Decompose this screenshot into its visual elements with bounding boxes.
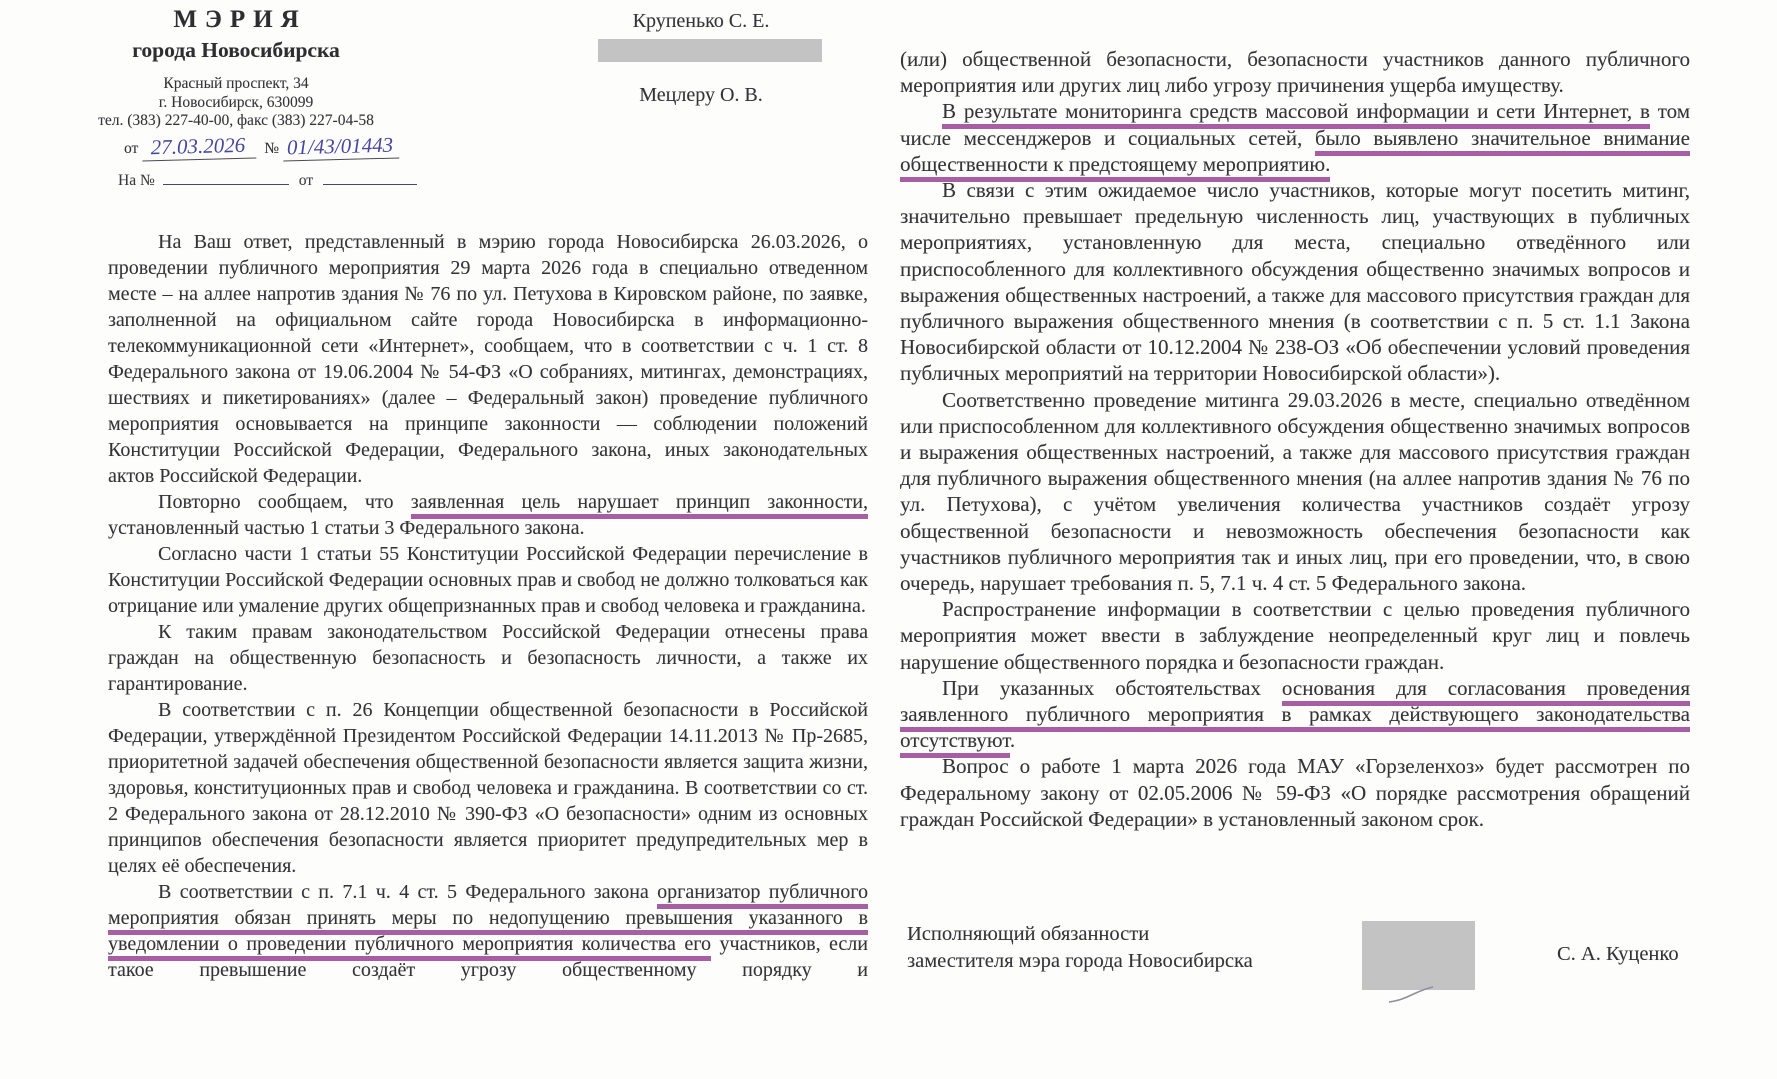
- text-segment: В соответствии с п. 7.1 ч. 4 ст. 5 Федерального закона: [158, 881, 658, 903]
- text-segment: В связи с этим ожидаемое число участников, которые могут посетить митинг, значительно превышает предельную численность лиц, участвующих в публичных мероприятиях, установленную для места, специально отведённого или приспособленного для коллективного обсуждения общественно значимых вопросов и выражения общественных настроений, а также для массового присутствия граждан для публичного выражения общественного мнения (в соответствии с п. 5 ст. 1.1 Закона Новосибирской области от 10.12.2004 № 238-ОЗ «Об обеспечении условий проведения публичных мероприятий на территории Новосибирской области»).: [900, 178, 1690, 386]
- address-line: тел. (383) 227-40-00, факс (383) 227-04-58: [98, 112, 374, 129]
- addressee-name-1: Крупенько С. Е.: [632, 10, 770, 32]
- right-page-body: [900, 46, 1690, 832]
- paragraph: [900, 387, 1690, 597]
- text-segment: .: [1009, 728, 1016, 753]
- text-segment: Повторно сообщаем, что: [158, 491, 411, 513]
- text-segment: Согласно части 1 статьи 55 Конституции Российской Федерации перечисление в Конституции Российской Федерации основных прав и свобод не должно толковаться как отрицание или умаление других общепризнанных прав и свобод человека и гражданина.: [108, 543, 868, 617]
- handwritten-date: 27.03.2026: [142, 133, 257, 162]
- text-segment: На Ваш ответ, представленный в мэрию города Новосибирска 26.03.2026, о проведении публичного мероприятия 29 марта 2026 года в специально отведенном месте – на аллее напротив здания № 76 по ул. Петухова в Кировском районе, по заявке, заполненной на официальном сайте города Новосибирска в информационно-телекоммуникационной сети «Интернет», сообщаем, что в соответствии с ч. 1 ст. 8 Федерального закона от 19.06.2004 № 54-ФЗ «О собраниях, митингах, демонстрациях, шествиях и пикетированиях» (далее – Федеральный закон) проведение публичного мероприятия основывается на принципе законности — соблюдении положений Конституции Российской Федерации, Федерального закона, иных законодательных актов Российской Федерации.: [108, 231, 868, 487]
- text-segment: Вопрос о работе 1 марта 2026 года МАУ «Горзеленхоз» будет рассмотрен по Федеральному закону от 02.05.2006 № 59-ФЗ «О порядке рассмотрения обращений граждан Российской Федерации» в установленный законом срок.: [900, 754, 1690, 831]
- address-line: Красный проспект, 34: [163, 75, 309, 92]
- date-label: от: [124, 140, 139, 157]
- org-name-line2: города Новосибирска: [132, 38, 340, 62]
- text-segment: К таким правам законодательством Российской Федерации отнесены права граждан на общественную безопасность и безопасность личности, а также их гарантирование.: [108, 621, 868, 695]
- address-line: г. Новосибирск, 630099: [158, 93, 314, 111]
- blank-rule: [163, 170, 289, 185]
- signature-name: С. А. Куценко: [1557, 943, 1679, 965]
- letterhead: [90, 6, 382, 131]
- handwritten-number: 01/43/01443: [283, 132, 400, 161]
- signature-title-line1: Исполняющий обязанности: [907, 923, 1150, 945]
- underline-annotation: было выявлено значительное внимание общественности к предстоящему мероприятию.: [900, 126, 1690, 182]
- text-segment: Распространение информации в соответствии с целью проведения публичного мероприятия может ввести в заблуждение неопределенный круг лиц и повлечь нарушение общественного порядка и безопасности граждан.: [900, 597, 1690, 674]
- underline-annotation: основания для согласования проведения заявленного публичного мероприятия в рамках действующего законодательства отсутствуют: [900, 676, 1690, 758]
- ref-from-label: от: [298, 172, 314, 189]
- left-page-body: [108, 229, 868, 983]
- addressee-block: [560, 10, 842, 33]
- text-segment: (или) общественной безопасности, безопасности участников данного публичного мероприятия или других лиц либо угрозу причинения ущерба имуществу.: [900, 47, 1690, 98]
- addressee-block-2: [560, 84, 842, 107]
- text-segment: При указанных обстоятельствах: [942, 675, 1282, 700]
- text-segment: Соответственно проведение митинга 29.03.2026 в месте, специально отведённом или приспособленном для коллективного обсуждения общественно значимых вопросов и выражения общественных настроений, а также для массового присутствия граждан для публичного выражения общественного мнения (на аллее напротив здания № 76 по ул. Петухова), с учётом увеличения количества участников создаёт угрозу общественной безопасности и невозможность обеспечения безопасности как участников публичного мероприятия так и иных лиц, при его проведении, что, в свою очередь, нарушает требования п. 5, 7.1 ч. 4 ст. 5 Федерального закона.: [900, 387, 1690, 596]
- paragraph: [108, 229, 868, 489]
- ref-number-label: На №: [118, 172, 155, 189]
- reference-number-line: [118, 170, 417, 190]
- paragraph: [108, 697, 868, 879]
- paragraph: [108, 879, 868, 983]
- redaction-box: [598, 39, 822, 62]
- underline-annotation: В результате мониторинга средств массовой информации и сети Интернет, в: [942, 99, 1650, 129]
- paragraph: [900, 46, 1690, 98]
- blank-rule: [323, 170, 417, 185]
- paragraph: [900, 596, 1690, 675]
- paragraph: [108, 541, 868, 619]
- number-label: №: [264, 140, 279, 157]
- signature-title: [907, 921, 1253, 974]
- paragraph: [900, 753, 1690, 832]
- text-segment: том числе мессенджеров и социальных сетей,: [900, 99, 1690, 150]
- org-name-line1: МЭРИЯ: [173, 6, 307, 33]
- outgoing-number-line: [120, 134, 399, 160]
- pen-stroke: [1385, 984, 1455, 1006]
- org-address: [90, 75, 382, 131]
- paragraph: [108, 489, 868, 541]
- paragraph: [900, 98, 1690, 177]
- addressee-name-2: Мецлеру О. В.: [639, 84, 763, 106]
- signature-redaction-box: [1362, 921, 1475, 990]
- text-segment: В соответствии с п. 26 Концепции общественной безопасности в Российской Федерации, утверждённой Президентом Российской Федерации 14.11.2013 № Пр-2685, приоритетной задачей обеспечения общественной безопасности является защита жизни, здоровья, конституционных прав и свобод человека и гражданина. В соответствии со ст. 2 Федерального закона от 28.12.2010 № 390-ФЗ «О безопасности» одним из основных принципов обеспечения безопасности является приоритет предупредительных мер в целях её обеспечения.: [108, 699, 868, 877]
- text-segment: установленный частью 1 статьи 3 Федерального закона.: [108, 517, 585, 539]
- underline-annotation: заявленная цель нарушает принцип законности,: [411, 491, 868, 519]
- underline-annotation: организатор публичного мероприятия обязан принять меры по недопущению превышения указанного в уведомлении о проведении публичного мероприятия количества его: [108, 881, 868, 961]
- paragraph: [900, 177, 1690, 387]
- signature-title-line2: заместителя мэра города Новосибирска: [907, 949, 1253, 972]
- paragraph: [108, 619, 868, 697]
- text-segment: участников, если такое превышение создаёт угрозу общественному порядку и: [108, 933, 868, 981]
- paragraph: [900, 675, 1690, 754]
